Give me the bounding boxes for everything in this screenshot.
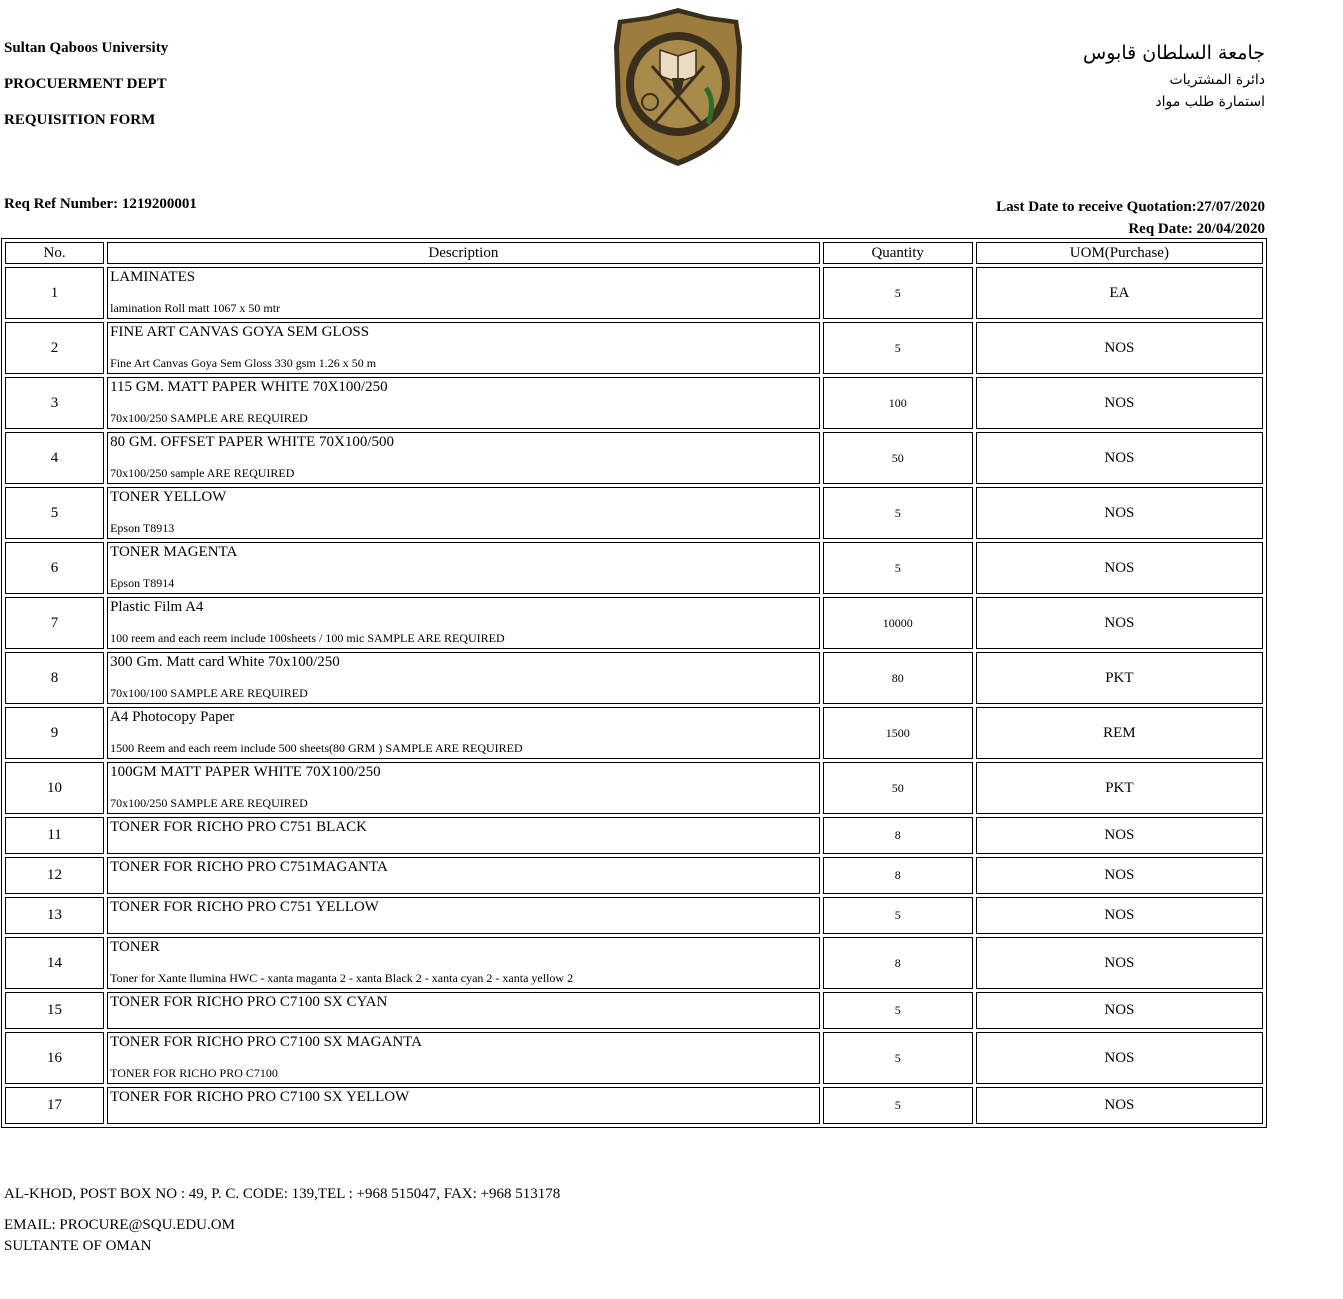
row-description	[107, 487, 820, 539]
form-name-arabic: استمارة طلب مواد	[1155, 94, 1265, 110]
university-name-arabic: جامعة السلطان قابوس	[1083, 42, 1265, 64]
row-description-detail: Epson T8914	[110, 576, 175, 590]
last-date-quotation: Last Date to receive Quotation:27/07/2020	[996, 199, 1265, 215]
row-uom: NOS	[976, 937, 1263, 989]
row-number: 14	[5, 937, 104, 989]
row-quantity: 8	[823, 857, 973, 894]
row-description	[107, 1087, 820, 1124]
items-table	[1, 238, 1267, 1128]
row-description	[107, 1032, 820, 1084]
row-description-detail: Epson T8913	[110, 521, 175, 535]
row-description-title: FINE ART CANVAS GOYA SEM GLOSS	[110, 324, 370, 340]
row-description	[107, 857, 820, 894]
row-quantity: 80	[823, 652, 973, 704]
row-number: 11	[5, 817, 104, 854]
column-header-uom: UOM(Purchase)	[976, 242, 1263, 264]
row-quantity: 5	[823, 1032, 973, 1084]
row-description-detail: 70x100/250 SAMPLE ARE REQUIRED	[110, 411, 308, 425]
row-number: 4	[5, 432, 104, 484]
row-uom: PKT	[976, 652, 1263, 704]
row-description-title: TONER FOR RICHO PRO C751 BLACK	[110, 819, 367, 835]
column-header-quantity: Quantity	[823, 242, 973, 264]
column-header-no: No.	[5, 242, 104, 264]
row-quantity: 5	[823, 897, 973, 934]
row-description-detail: lamination Roll matt 1067 x 50 mtr	[110, 301, 281, 315]
row-quantity: 5	[823, 267, 973, 319]
req-date: Req Date: 20/04/2020	[1128, 221, 1265, 237]
table-row	[5, 762, 1263, 814]
row-uom: NOS	[976, 857, 1263, 894]
row-description-title: A4 Photocopy Paper	[110, 709, 235, 725]
table-row	[5, 267, 1263, 319]
table-row	[5, 897, 1263, 934]
row-quantity: 50	[823, 432, 973, 484]
row-quantity: 5	[823, 487, 973, 539]
row-number: 13	[5, 897, 104, 934]
department-name: PROCUERMENT DEPT	[4, 76, 167, 92]
row-uom: NOS	[976, 377, 1263, 429]
footer-email: EMAIL: PROCURE@SQU.EDU.OM	[4, 1217, 235, 1233]
row-number: 1	[5, 267, 104, 319]
row-description-title: TONER YELLOW	[110, 489, 227, 505]
row-quantity: 5	[823, 322, 973, 374]
row-number: 2	[5, 322, 104, 374]
row-quantity: 8	[823, 817, 973, 854]
table-row	[5, 857, 1263, 894]
row-number: 9	[5, 707, 104, 759]
row-uom: NOS	[976, 897, 1263, 934]
row-number: 8	[5, 652, 104, 704]
row-description-title: 80 GM. OFFSET PAPER WHITE 70X100/500	[110, 434, 395, 450]
row-description	[107, 707, 820, 759]
row-number: 6	[5, 542, 104, 594]
footer-address: AL-KHOD, POST BOX NO : 49, P. C. CODE: 139,TEL : +968 515047, FAX: +968 513178	[4, 1186, 561, 1202]
form-name: REQUISITION FORM	[4, 112, 156, 128]
row-description-title: TONER FOR RICHO PRO C7100 SX MAGANTA	[110, 1034, 422, 1050]
row-description	[107, 897, 820, 934]
header-right-arabic	[1083, 42, 1265, 110]
row-description-title: 100GM MATT PAPER WHITE 70X100/250	[110, 764, 381, 780]
row-uom: NOS	[976, 487, 1263, 539]
row-number: 12	[5, 857, 104, 894]
row-uom: PKT	[976, 762, 1263, 814]
row-description-title: TONER FOR RICHO PRO C7100 SX CYAN	[110, 994, 388, 1010]
row-number: 16	[5, 1032, 104, 1084]
row-description-title: TONER MAGENTA	[110, 544, 238, 560]
row-description-detail: Toner for Xante llumina HWC - xanta maganta 2 - xanta Black 2 - xanta cyan 2 - xanta yellow 2	[110, 971, 574, 985]
row-description	[107, 652, 820, 704]
row-description-detail: 70x100/100 SAMPLE ARE REQUIRED	[110, 686, 308, 700]
row-uom: NOS	[976, 1032, 1263, 1084]
row-description-title: TONER FOR RICHO PRO C751 YELLOW	[110, 899, 379, 915]
row-description-detail: TONER FOR RICHO PRO C7100	[110, 1066, 278, 1080]
row-description-title: 300 Gm. Matt card White 70x100/250	[110, 654, 340, 670]
table-row	[5, 597, 1263, 649]
table-row	[5, 377, 1263, 429]
row-description-title: TONER FOR RICHO PRO C751MAGANTA	[110, 859, 388, 875]
table-header-row	[5, 242, 1263, 264]
dates-block	[996, 196, 1265, 240]
footer-country: SULTANTE OF OMAN	[4, 1238, 152, 1254]
university-name: Sultan Qaboos University	[4, 40, 169, 56]
row-description-detail: Fine Art Canvas Goya Sem Gloss 330 gsm 1.26 x 50 m	[110, 356, 377, 370]
row-description	[107, 432, 820, 484]
row-description-title: TONER	[110, 939, 160, 955]
row-description-title: 115 GM. MATT PAPER WHITE 70X100/250	[110, 379, 388, 395]
row-quantity: 8	[823, 937, 973, 989]
row-uom: NOS	[976, 817, 1263, 854]
row-uom: NOS	[976, 542, 1263, 594]
row-description	[107, 937, 820, 989]
row-description-title: LAMINATES	[110, 269, 196, 285]
row-description-title: Plastic Film A4	[110, 599, 204, 615]
row-quantity: 5	[823, 992, 973, 1029]
row-number: 10	[5, 762, 104, 814]
req-ref-number: Req Ref Number: 1219200001	[4, 196, 197, 212]
row-uom: REM	[976, 707, 1263, 759]
table-row	[5, 652, 1263, 704]
row-description-title: TONER FOR RICHO PRO C7100 SX YELLOW	[110, 1089, 410, 1105]
row-description-detail: 1500 Reem and each reem include 500 sheets(80 GRM ) SAMPLE ARE REQUIRED	[110, 741, 523, 755]
row-quantity: 5	[823, 1087, 973, 1124]
row-description	[107, 597, 820, 649]
row-description	[107, 762, 820, 814]
row-uom: NOS	[976, 1087, 1263, 1124]
row-description-detail: 100 reem and each reem include 100sheets / 100 mic SAMPLE ARE REQUIRED	[110, 631, 505, 645]
department-name-arabic: دائرة المشتريات	[1169, 72, 1265, 88]
table-row	[5, 707, 1263, 759]
row-description	[107, 267, 820, 319]
table-row	[5, 487, 1263, 539]
row-description-detail: 70x100/250 SAMPLE ARE REQUIRED	[110, 796, 308, 810]
row-description	[107, 992, 820, 1029]
row-number: 7	[5, 597, 104, 649]
row-uom: NOS	[976, 992, 1263, 1029]
table-row	[5, 1032, 1263, 1084]
table-row	[5, 992, 1263, 1029]
row-quantity: 50	[823, 762, 973, 814]
row-uom: NOS	[976, 322, 1263, 374]
row-number: 17	[5, 1087, 104, 1124]
table-row	[5, 322, 1263, 374]
row-description	[107, 542, 820, 594]
row-quantity: 10000	[823, 597, 973, 649]
row-description	[107, 322, 820, 374]
header-left	[4, 40, 168, 148]
row-uom: NOS	[976, 597, 1263, 649]
table-row	[5, 432, 1263, 484]
table-row	[5, 1087, 1263, 1124]
footer	[4, 1186, 560, 1255]
row-description	[107, 377, 820, 429]
row-quantity: 100	[823, 377, 973, 429]
table-row	[5, 542, 1263, 594]
row-quantity: 1500	[823, 707, 973, 759]
table-row	[5, 817, 1263, 854]
row-number: 5	[5, 487, 104, 539]
university-crest-logo	[612, 6, 744, 168]
row-quantity: 5	[823, 542, 973, 594]
table-row	[5, 937, 1263, 989]
row-number: 15	[5, 992, 104, 1029]
row-uom: EA	[976, 267, 1263, 319]
row-number: 3	[5, 377, 104, 429]
row-uom: NOS	[976, 432, 1263, 484]
row-description-detail: 70x100/250 sample ARE REQUIRED	[110, 466, 295, 480]
column-header-description: Description	[107, 242, 820, 264]
row-description	[107, 817, 820, 854]
